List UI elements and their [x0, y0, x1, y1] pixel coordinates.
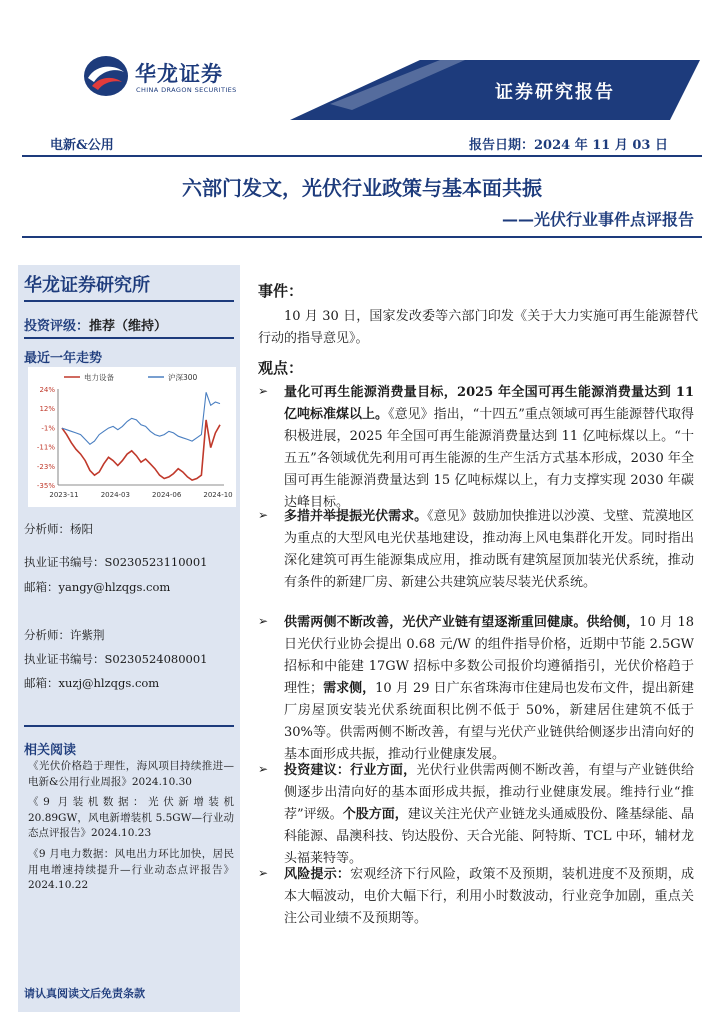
- point-text: 10 月 18 日光伏行业协会提出 0.68 元/W 的组件指导价格，近期中节能 2.5GW 招标和中能建 17GW 招标中多数公司报价均遵循指引，光伏价格趋于理性；: [284, 615, 694, 696]
- analyst-2-cert: 执业证书编号：S0230524080001: [24, 652, 208, 666]
- analyst-2-name: 分析师：许紫荆: [24, 628, 105, 642]
- analyst-1-name: 分析师：杨阳: [24, 522, 93, 536]
- report-title: 六部门发文，光伏行业政策与基本面共振: [182, 176, 542, 200]
- chart-legend-label: 沪深300: [168, 373, 198, 382]
- chart-x-tick-label: 2023-11: [49, 491, 79, 499]
- point-lead: 供给侧，: [586, 615, 640, 630]
- point-2-body: [284, 506, 694, 594]
- point-lead: 行业方面，: [350, 763, 417, 778]
- point-lead: 个股方面，: [342, 807, 408, 822]
- chart-y-tick-label: 12%: [39, 405, 55, 414]
- point-1-body: [284, 382, 694, 514]
- bullet-arrow-icon: ➢: [258, 614, 269, 628]
- analyst-1-cert: 执业证书编号：S0230523110001: [24, 555, 208, 569]
- bullet-arrow-icon: ➢: [258, 508, 269, 522]
- trend-chart: [28, 367, 236, 507]
- point-lead: 多措并举提振光伏需求。: [284, 509, 428, 524]
- related-reading-title: 相关阅读: [24, 743, 77, 758]
- analyst-2-email[interactable]: 邮箱：xuzj@hlzqgs.com: [24, 676, 160, 690]
- bullet-arrow-icon: ➢: [258, 384, 269, 398]
- chart-series-line: [62, 392, 220, 444]
- point-lead: 供需两侧不断改善，光伏产业链有望逐渐重回健康。: [284, 615, 587, 630]
- chart-y-tick-label: 24%: [39, 386, 55, 394]
- report-date: 报告日期：2024 年 11 月 03 日: [469, 138, 668, 153]
- point-text: 10 月 29 日广东省珠海市住建局也发布文件，提出新建厂房屋顶安装光伏系统面积比例不低于 50%，新建居住建筑不低于 30%等。供需两侧不断改善，有望与光伏产业链供给侧逐步出清向好的基本面形成共振，推动行业健康发展。: [284, 681, 694, 762]
- point-4-body: [284, 760, 694, 870]
- investment-rating: [24, 315, 167, 334]
- point-text: 《意见》指出，“十四五”重点领域可再生能源替代取得积极进展，2025 年全国可再生能源消费量达到 11 亿吨标煤以上。“十五五”各领域优先利用可再生能源的生产生活方式基本形成，2030 年全国可再生能源消费量达到 15 亿吨标煤以上，有力支撑实现 2030 年碳达峰目标。: [284, 407, 694, 510]
- bullet-arrow-icon: ➢: [258, 762, 269, 776]
- event-text: 10 月 30 日，国家发改委等六部门印发《关于大力实施可再生能源替代行动的指导意见》。: [258, 309, 698, 346]
- point-lead: 风险提示：: [284, 867, 351, 882]
- disclaimer-note: 请认真阅读文后免责条款: [24, 987, 145, 1000]
- rating-label: 投资评级：: [24, 319, 90, 334]
- sidebar-divider: [24, 300, 234, 302]
- brand-name-en: CHINA DRAGON SECURITIES: [136, 86, 237, 94]
- related-item[interactable]: 《光伏价格趋于理性，海风项目持续推进—电新&公用行业周报》2024.10.30: [28, 760, 234, 788]
- point-text: 光伏行业供需两侧不断改善，有望与产业链供给侧逐步出清向好的基本面形成共振，推动行业健康发展。维持行业“推荐”评级。: [284, 763, 694, 822]
- bullet-arrow-icon: ➢: [258, 866, 269, 880]
- header-divider: [22, 155, 702, 157]
- point-text: 《意见》鼓励加快推进以沙漠、戈壁、荒漠地区为重点的大型风电光伏基地建设，推动海上风电集群化开发。同时指出深化建筑可再生能源集成应用，推动既有建筑屋顶加装光伏系统，推动有条件的新建厂房、新建公共建筑应装尽装光伏系统。: [284, 509, 694, 590]
- chart-legend-label: 电力设备: [84, 373, 114, 382]
- analyst-1-email[interactable]: 邮箱：yangy@hlzqgs.com: [24, 580, 171, 594]
- related-item[interactable]: 《9 月装机数据：光伏新增装机 20.89GW，风电新增装机 5.5GW—行业动态点评报告》2024.10.23: [28, 796, 234, 839]
- related-item[interactable]: 《9 月电力数据：风电出力环比加快，居民用电增速持续提升—行业动态点评报告》2024.10.22: [28, 848, 234, 891]
- trend-title: 最近一年走势: [24, 351, 103, 366]
- sidebar-divider: [24, 725, 234, 727]
- sidebar-divider: [24, 337, 234, 339]
- chart-x-tick-label: 2024-10: [203, 491, 233, 499]
- view-heading: 观点：: [258, 359, 304, 377]
- sector-label: 电新&公用: [50, 138, 114, 153]
- chart-x-tick-label: 2024-06: [152, 491, 182, 499]
- point-text: 宏观经济下行风险，政策不及预期，装机进度不及预期，成本大幅波动，电价大幅下行，利用小时数波动，行业竞争加剧，重点关注公司业绩不及预期等。: [284, 867, 694, 926]
- point-3-body: [284, 612, 694, 766]
- chart-series-line: [62, 420, 220, 480]
- point-5-body: [284, 864, 694, 930]
- point-lead: 量化可再生能源消费量目标，2025 年全国可再生能源消费量达到 11 亿吨标准煤以上。: [284, 385, 694, 422]
- report-subtitle: ——光伏行业事件点评报告: [501, 210, 694, 229]
- chart-y-tick-label: -1%: [41, 424, 55, 433]
- event-heading: 事件：: [258, 282, 304, 300]
- report-header: [0, 0, 724, 200]
- title-divider: [22, 236, 702, 238]
- point-lead: 投资建议：: [284, 763, 351, 778]
- chart-x-tick-label: 2024-03: [100, 491, 130, 499]
- chart-y-tick-label: -23%: [36, 462, 55, 471]
- chart-y-tick-label: -11%: [36, 443, 55, 452]
- report-kind: 证券研究报告: [495, 82, 615, 103]
- point-text: 建议关注光伏产业链龙头通威股份、隆基绿能、晶科能源、晶澳科技、钧达股份、天合光能、阿特斯、TCL 中环，辅材龙头福莱特等。: [284, 807, 694, 866]
- institute-name: 华龙证券研究所: [24, 275, 150, 296]
- china-dragon-logo-icon: [82, 54, 130, 98]
- sidebar: [18, 265, 240, 1012]
- brand-name-cn: 华龙证券: [135, 62, 223, 86]
- chart-y-tick-label: -35%: [36, 482, 55, 490]
- point-lead: 需求侧，: [323, 681, 376, 696]
- rating-value: 推荐（维持）: [89, 319, 168, 334]
